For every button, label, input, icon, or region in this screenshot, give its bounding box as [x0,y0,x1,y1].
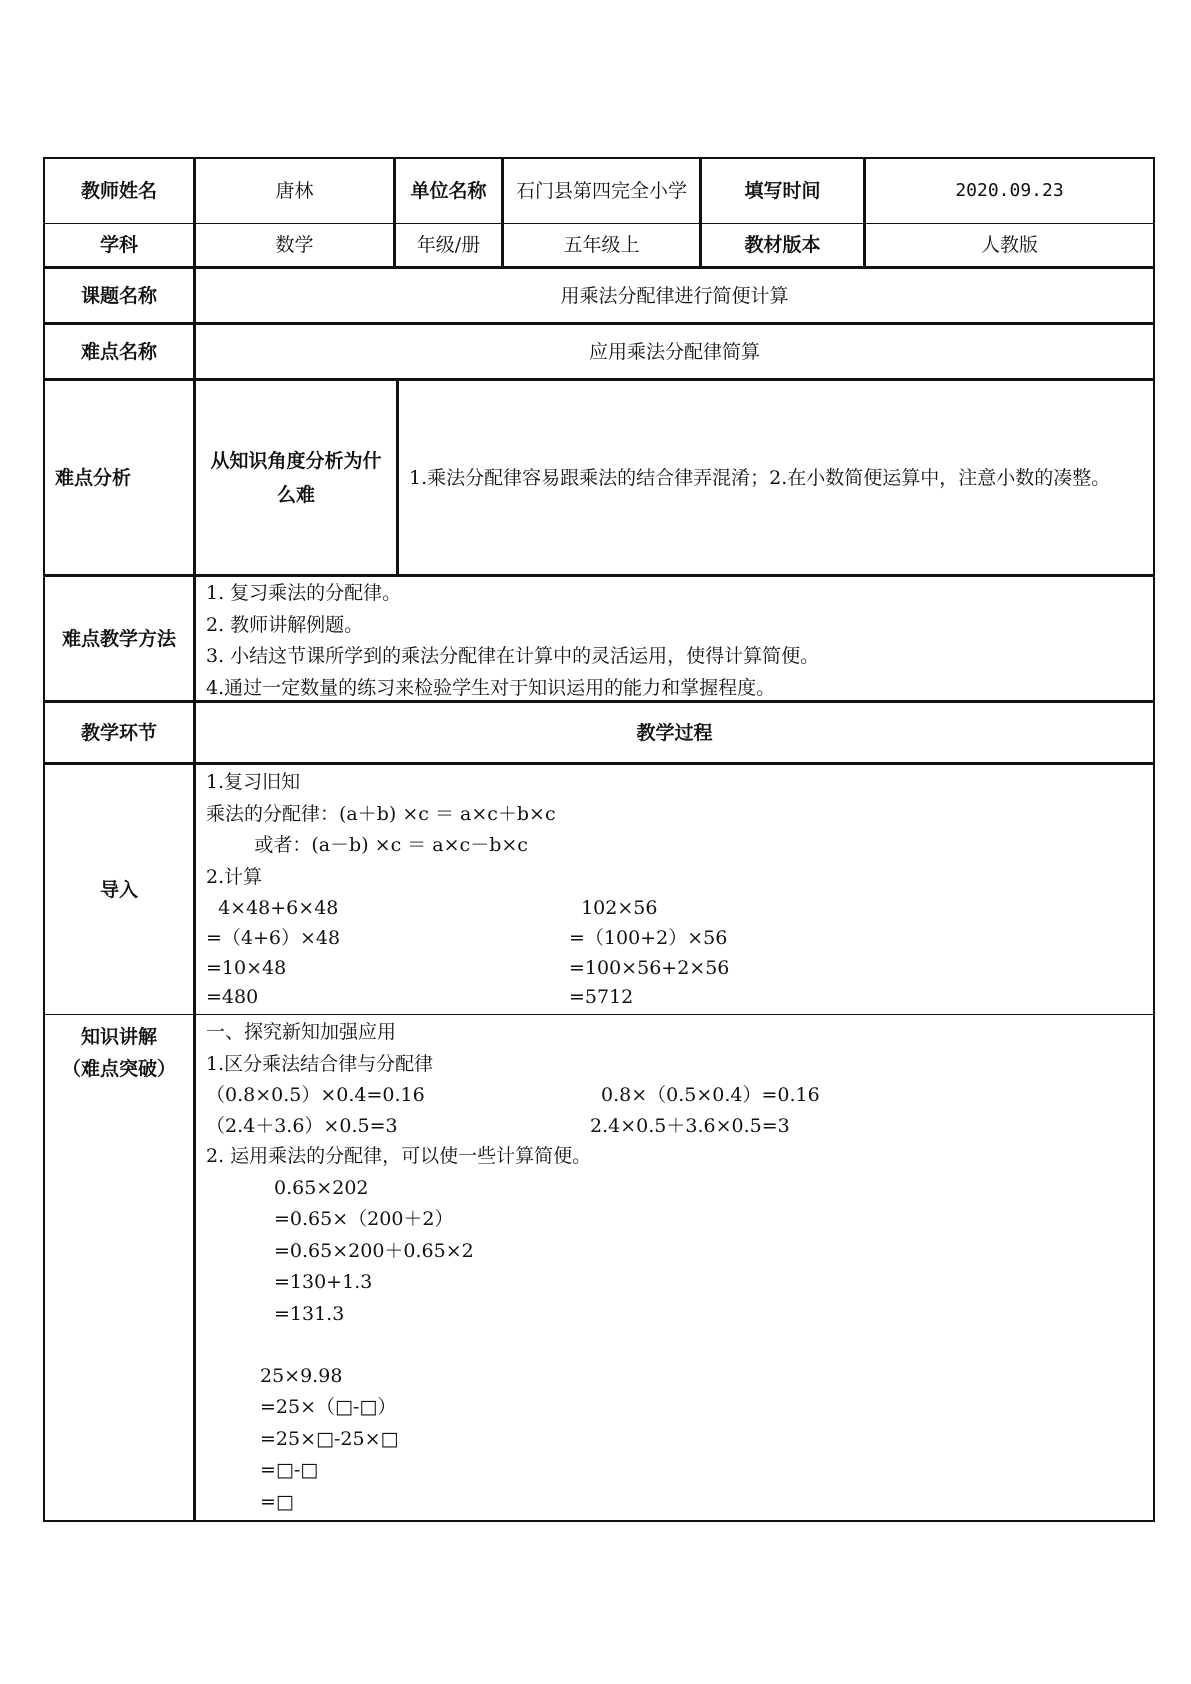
calc-line [206,953,1143,983]
difficulty-row [45,325,1153,381]
compare-right: 2.4×0.5＋3.6×0.5=3 [590,1114,790,1137]
compare-left: （0.8×0.5）×0.4=0.16 [206,1084,425,1106]
subject-label: 学科 [45,224,196,266]
date-value: 2020.09.23 [955,180,1064,201]
process-step-label: 教学环节 [45,703,196,762]
intro-content [196,765,1153,1014]
intro-line: 或者：(a－b) ×c ＝ a×c－b×c [206,834,528,856]
knowledge-line: 一、探究新知加强应用 [206,1021,397,1043]
knowledge-content [196,1015,1153,1520]
intro-row [45,765,1153,1015]
teacher-label: 教师姓名 [45,159,196,223]
info-row-2 [45,224,1153,269]
grade-value: 五年级上 [504,224,702,266]
edition-label: 教材版本 [702,224,866,266]
calc-right: =100×56+2×56 [569,956,730,979]
calc-right: 102×56 [569,897,658,919]
example1-line: =0.65×200＋0.65×2 [274,1239,474,1262]
example2-line: 25×9.98 [260,1364,343,1387]
method-line: 4.通过一定数量的练习来检验学生对于知识运用的能力和掌握程度。 [206,676,776,699]
process-label: 教学过程 [636,721,713,744]
method-line: 3. 小结这节课所学到的乘法分配律在计算中的灵活运用，使得计算简便。 [206,645,820,667]
intro-line: 乘法的分配律：(a＋b) ×c ＝ a×c＋b×c [206,802,556,825]
calc-line [206,982,1143,1012]
knowledge-label-line: 知识讲解 [80,1026,157,1048]
example2-line: =25×□-25×□ [260,1427,399,1450]
intro-line: 1.复习旧知 [206,771,301,793]
calc-left: =10×48 [206,956,287,979]
topic-row [45,269,1153,325]
method-label: 难点教学方法 [45,577,196,700]
date-label: 填写时间 [702,159,866,223]
teacher-value: 唐林 [196,159,396,223]
unit-value: 石门县第四完全小学 [504,159,702,223]
method-line: 2. 教师讲解例题。 [206,613,364,636]
difficulty-value: 应用乘法分配律简算 [588,340,760,363]
topic-label: 课题名称 [45,269,196,322]
example1-line: =130+1.3 [274,1271,373,1293]
lesson-plan-table [43,157,1155,1522]
edition-value: 人教版 [980,234,1038,256]
analysis-label: 难点分析 [45,381,196,574]
compare-line [206,1080,1143,1111]
example2-line: =25×（□-□） [260,1396,397,1418]
intro-label: 导入 [45,765,196,1014]
compare-line [206,1111,1143,1142]
calc-left: 4×48+6×48 [206,897,339,919]
difficulty-label: 难点名称 [45,325,196,378]
example1-line: =131.3 [274,1302,345,1325]
analysis-sub-label: 从知识角度分析为什么难 [196,381,399,574]
example1-line: 0.65×202 [274,1176,369,1199]
compare-right: 0.8×（0.5×0.4）=0.16 [601,1084,820,1106]
calc-left: =（4+6）×48 [206,926,341,949]
process-header-row [45,703,1153,765]
knowledge-line: 2. 运用乘法的分配律，可以使一些计算简便。 [206,1145,592,1167]
method-content [196,577,1153,700]
compare-left: （2.4＋3.6）×0.5=3 [206,1114,398,1137]
example2-line: =□ [260,1490,294,1513]
analysis-content: 1.乘法分配律容易跟乘法的结合律弄混淆；2.在小数简便运算中，注意小数的凑整。 [409,466,1111,489]
analysis-row [45,381,1153,577]
knowledge-line: 1.区分乘法结合律与分配律 [206,1052,434,1075]
method-row [45,577,1153,703]
example1-line: =0.65×（200＋2） [274,1208,454,1230]
method-line: 1. 复习乘法的分配律。 [206,582,402,604]
knowledge-label-line: （难点突破） [61,1058,176,1080]
calc-line [206,893,1143,923]
info-row-1 [45,159,1153,224]
knowledge-label [45,1015,196,1520]
knowledge-row [45,1015,1153,1520]
calc-line [206,923,1143,953]
subject-value: 数学 [196,224,396,266]
intro-line: 2.计算 [206,865,263,888]
calc-right: =5712 [569,986,634,1009]
example2-line: =□-□ [260,1459,319,1481]
calc-right: =（100+2）×56 [569,926,728,949]
unit-label: 单位名称 [396,159,504,223]
topic-value: 用乘法分配律进行简便计算 [560,284,789,307]
calc-left: =480 [206,986,259,1009]
grade-label: 年级/册 [396,224,504,266]
